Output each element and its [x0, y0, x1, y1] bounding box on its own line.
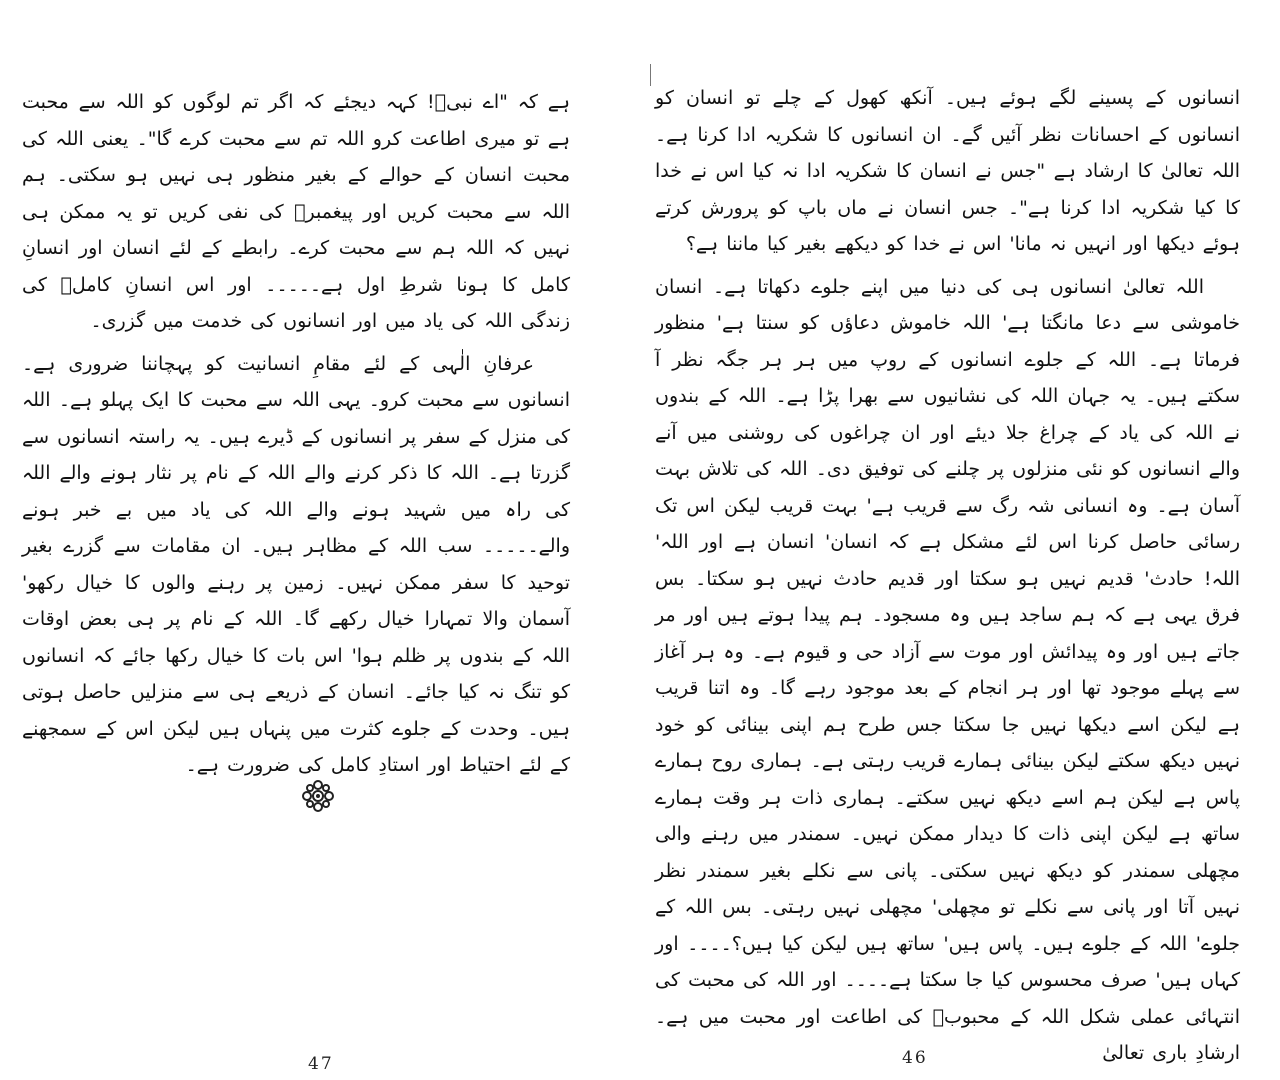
left-page-paragraph-2: عرفانِ الٰہی کے لئے مقامِ انسانیت کو پہچاننا ضروری ہے۔ انسانوں سے محبت کرو۔ یہی اللہ سے محبت کا ایک پہلو ہے۔ اللہ کی منزل کے سفر پر انسانوں کے ڈیرے ہیں۔ یہ راستہ انسانوں سے گزرتا ہے۔ اللہ کا ذکر کرنے والے اللہ کے نام پر نثار ہونے والے اللہ کی راہ میں شہید ہونے والے اللہ کی یاد میں بے خبر ہونے والے۔۔۔۔۔ سب اللہ کے مظاہر ہیں۔ ان مقامات سے گزرے بغیر توحید کا سفر ممکن نہیں۔ زمین پر رہنے والوں کا خیال رکھو' آسمان والا تمہارا خیال رکھے گا۔ اللہ کے نام پر ہی بعض اوقات اللہ کے بندوں پر ظلم ہوا' اس بات کا خیال رکھا جائے کہ انسانوں کو تنگ نہ کیا جائے۔ انسان کے ذریعے ہی سے منزلیں حاصل ہوتی ہیں۔ وحدت کے جلوے کثرت میں پنہاں ہیں لیکن اس کے سمجھنے کے لئے احتیاط اور استادِ کامل کی ضرورت ہے۔ [22, 352, 570, 776]
page-number-right: 46 [902, 1048, 928, 1068]
floral-ornament-icon [300, 778, 336, 814]
right-page [640, 0, 1280, 1080]
right-page-paragraph-2: اللہ تعالیٰ انسانوں ہی کی دنیا میں اپنے جلوے دکھاتا ہے۔ انسان خاموشی سے دعا مانگتا ہے' اللہ خاموش دعاؤں کو سنتا ہے' منظور فرماتا ہے۔ اللہ کے جلوے انسانوں کے روپ میں ہر ہر جگہ نظر آ سکتے ہیں۔ یہ جہان اللہ کی نشانیوں سے بھرا پڑا ہے۔ اللہ کے بندوں نے اللہ کی یاد کے چراغ جلا دیئے اور ان چراغوں کی روشنی میں آنے والے انسانوں کو نئی منزلوں پر چلنے کی توفیق دی۔ اللہ کی تلاش بہت آسان ہے۔ وہ انسانی شہ رگ سے قریب ہے' بہت قریب لیکن اس تک رسائی حاصل کرنا اس لئے مشکل ہے کہ انسان' انسان ہے اور اللہ' اللہ! حادث' قدیم نہیں ہو سکتا اور قدیم حادث نہیں ہو سکتا۔ بس فرق یہی ہے کہ ہم ساجد ہیں وہ مسجود۔ ہم پیدا ہوتے ہیں اور مر جاتے ہیں اور وہ پیدائش اور موت سے آزاد حی و قیوم ہے۔ وہ ہر آغاز سے پہلے موجود تھا اور ہر انجام کے بعد موجود رہے گا۔ وہ اتنا قریب ہے لیکن اسے دیکھا نہیں جا سکتا جس طرح ہم اپنی بینائی کو خود نہیں دیکھ سکتے لیکن بینائی ہمارے قریب رہتی ہے۔ ہماری روح ہمارے پاس ہے لیکن ہم اسے دیکھ نہیں سکتے۔ ہماری ذات ہر وقت ہمارے ساتھ ہے لیکن اپنی ذات کا دیدار ممکن نہیں۔ سمندر میں رہنے والی مچھلی سمندر کو دیکھ نہیں سکتی۔ پانی سے نکلے بغیر سمندر نظر نہیں آتا اور پانی سے نکلے تو مچھلی' مچھلی نہیں رہتی۔ بس اللہ کے جلوے' اللہ کے جلوے ہیں۔ پاس ہیں' ساتھ ہیں لیکن کیا ہیں؟۔۔۔۔ اور کہاں ہیں' صرف محسوس کیا جا سکتا ہے۔۔۔۔ اور اللہ کی محبت کی انتہائی عملی شکل اللہ کے محبوبؐ کی اطاعت اور محبت میں ہے۔ ارشادِ باری تعالیٰ [655, 275, 1240, 1064]
right-page-paragraph-1: انسانوں کے پسینے لگے ہوئے ہیں۔ آنکھ کھول کے چلے تو انسان کو انسانوں کے احسانات نظر آئیں گے۔ ان انسانوں کا شکریہ ادا کرنا ہے۔ اللہ تعالیٰ کا ارشاد ہے "جس نے انسان کا شکریہ ادا نہ کیا اس نے خدا کا کیا شکریہ ادا کرنا ہے"۔ جس انسان نے ماں باپ کو پرورش کرتے ہوئے دیکھا اور انہیں نہ مانا' اس نے خدا کو دیکھے بغیر کیا ماننا ہے؟ [655, 87, 1240, 255]
left-page-paragraph-1: ہے کہ "اے نبیؐ! کہہ دیجئے کہ اگر تم لوگوں کو اللہ سے محبت ہے تو میری اطاعت کرو اللہ تم سے محبت کرے گا"۔ یعنی اللہ کی محبت انسان کے حوالے کے بغیر منظور ہی نہیں ہو سکتی۔ ہم اللہ سے محبت کریں اور پیغمبرؐ کی نفی کریں تو یہ ممکن ہی نہیں کہ اللہ ہم سے محبت کرے۔ رابطے کے لئے انسان اور انسانِ کامل کا ہونا شرطِ اول ہے۔۔۔۔۔ اور اس انسانِ کاملؐ کی زندگی اللہ کی یاد میں اور انسانوں کی خدمت میں گزری۔ [22, 91, 570, 332]
page-number-left: 47 [308, 1054, 334, 1074]
